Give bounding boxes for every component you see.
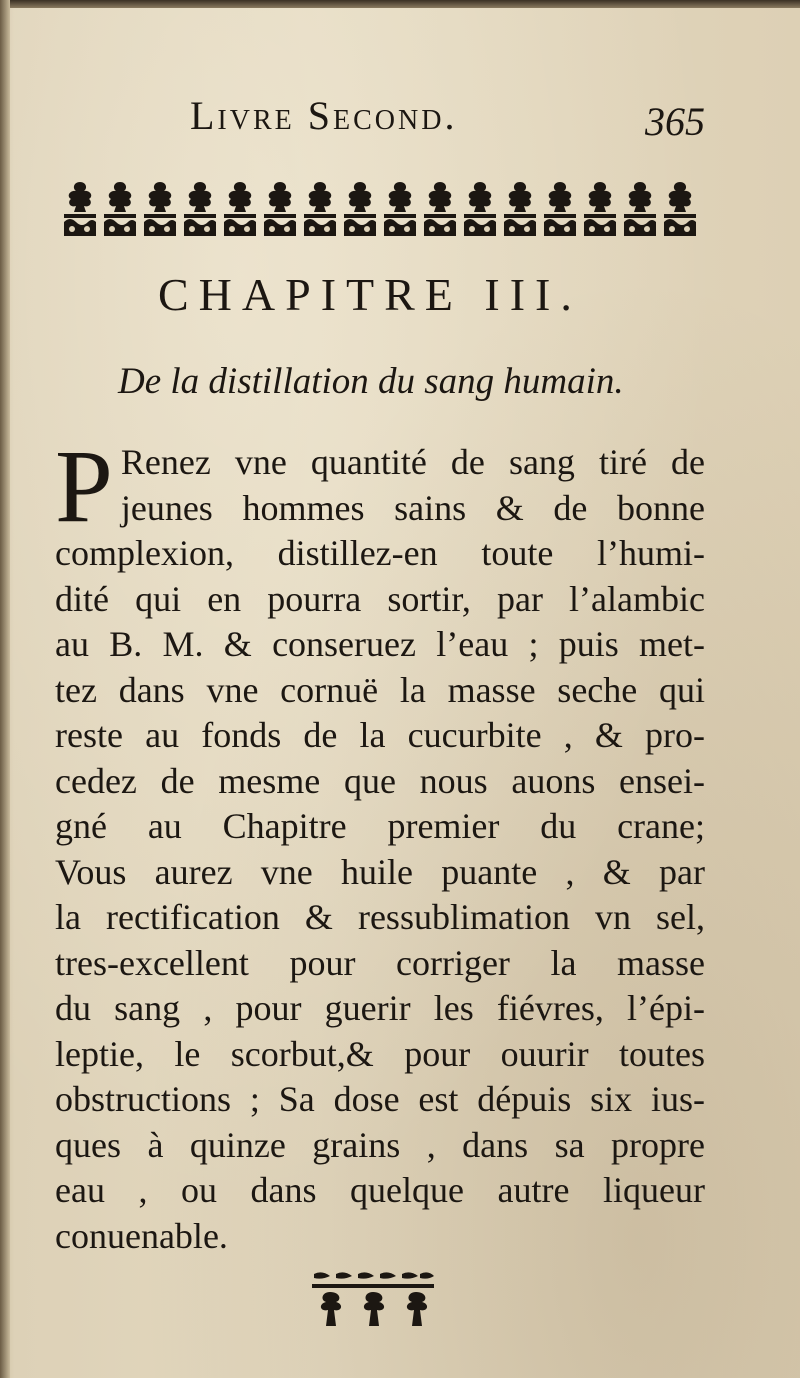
drop-cap: P <box>55 429 113 544</box>
page-number: 365 <box>645 99 705 144</box>
body-line: eau , ou dans quelque autre liqueur <box>55 1170 705 1210</box>
body-line: reste au fonds de la cucurbite , & pro- <box>55 715 705 755</box>
chapter-subtitle: De la distillation du sang humain. <box>118 361 624 402</box>
body-line: ques à quinze grains , dans sa propre <box>55 1124 705 1165</box>
body-line: cedez de mesme que nous auons ensei- <box>55 760 705 801</box>
fleuron-tailpiece-ornament <box>308 1270 438 1332</box>
body-line: conuenable. <box>55 1215 228 1256</box>
page-gutter <box>0 0 10 1378</box>
body-line: du sang , pour guerir les fiévres, l’épi- <box>55 988 705 1028</box>
body-line: tres-excellent pour corriger la masse <box>55 942 705 983</box>
chapter-body <box>55 429 705 1259</box>
body-line: gné au Chapitre premier du crane; <box>55 806 705 846</box>
body-line: tez dans vne cornuë la masse seche qui <box>55 669 705 710</box>
body-line: dité qui en pourra sortir, par l’alambic <box>55 578 705 619</box>
page-top-edge <box>0 0 800 8</box>
body-line: obstructions ; Sa dose est dépuis six ius- <box>55 1079 705 1119</box>
body-line: jeunes hommes sains & de bonne <box>120 487 705 528</box>
body-line: Renez vne quantité de sang tiré de <box>120 442 705 482</box>
body-line: au B. M. & conseruez l’eau ; puis met- <box>55 624 705 664</box>
body-line: leptie, le scorbut,& pour ouurir toutes <box>55 1033 705 1074</box>
fleuron-band-ornament <box>60 178 708 240</box>
body-line: la rectification & ressublimation vn sel, <box>55 897 705 937</box>
body-line: Vous aurez vne huile puante , & par <box>55 851 705 892</box>
running-head: Livre Second. <box>190 93 458 138</box>
body-line: complexion, distillez-en toute l’humi- <box>55 533 705 573</box>
chapter-title: CHAPITRE III. <box>158 269 582 320</box>
